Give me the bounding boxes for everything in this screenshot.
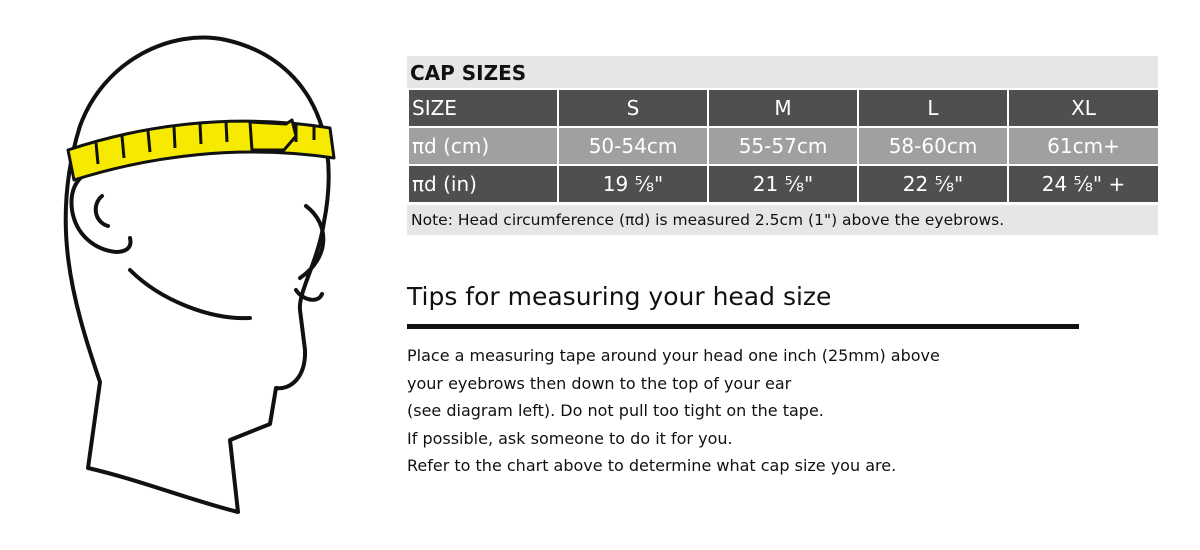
head-measuring-illustration [40, 20, 360, 520]
tips-line: (see diagram left). Do not pull too tight on the tape. [407, 401, 824, 421]
tape-end [250, 120, 296, 150]
row-label: SIZE [408, 89, 558, 127]
table-cell: XL [1008, 89, 1159, 127]
heading-divider [407, 324, 1079, 329]
table-cell: 50-54cm [558, 127, 708, 165]
cap-sizes-table-section [407, 56, 1158, 235]
cap-sizes-table [407, 88, 1160, 204]
measurement-note: Note: Head circumference (πd) is measured 2.5cm (1") above the eyebrows. [407, 205, 1158, 235]
tips-line: your eyebrows then down to the top of your ear [407, 373, 792, 393]
table-cell: 61cm+ [1008, 127, 1159, 165]
table-row [408, 165, 1159, 203]
table-cell: 58-60cm [858, 127, 1008, 165]
table-cell: L [858, 89, 1008, 127]
tips-line: If possible, ask someone to do it for you. [407, 428, 733, 448]
table-title: CAP SIZES [407, 56, 1158, 88]
row-label: πd (cm) [408, 127, 558, 165]
tips-line: Refer to the chart above to determine what cap size you are. [407, 456, 897, 476]
table-row [408, 89, 1159, 127]
table-cell: 19 ⅝" [558, 165, 708, 203]
table-cell: 21 ⅝" [708, 165, 858, 203]
tips-section [407, 280, 1087, 480]
row-label: πd (in) [408, 165, 558, 203]
table-cell: 22 ⅝" [858, 165, 1008, 203]
head-with-tape-icon [40, 20, 360, 520]
tips-heading: Tips for measuring your head size [407, 282, 832, 311]
table-cell: M [708, 89, 858, 127]
table-row [408, 127, 1159, 165]
table-cell: 24 ⅝" + [1008, 165, 1159, 203]
table-cell: S [558, 89, 708, 127]
table-cell: 55-57cm [708, 127, 858, 165]
tips-line: Place a measuring tape around your head one inch (25mm) above [407, 346, 940, 365]
